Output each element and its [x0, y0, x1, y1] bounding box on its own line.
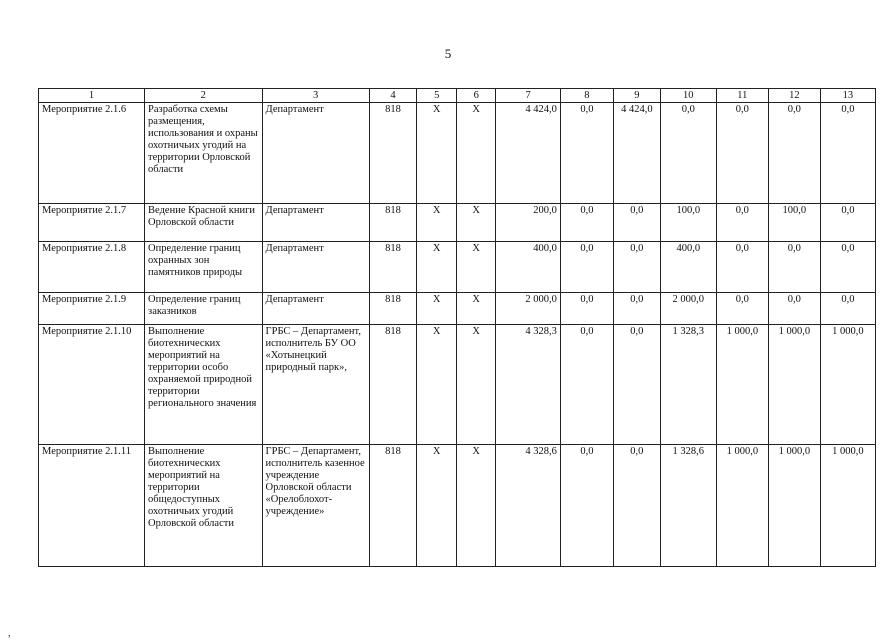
- row-col13-cell: 1 000,0: [820, 325, 875, 445]
- row-name-cell: Мероприятие 2.1.7: [39, 204, 145, 242]
- row-name-cell: Мероприятие 2.1.11: [39, 445, 145, 567]
- row-description-cell: Определение границ заказников: [145, 293, 262, 325]
- row-description-cell: Выполнение биотехнических мероприятий на территории особо охраняемой природной территории регионального значения: [145, 325, 262, 445]
- row-description-cell: Определение границ охранных зон памятников природы: [145, 242, 262, 293]
- row-col10-cell: 100,0: [660, 204, 716, 242]
- header-cell: 12: [768, 89, 820, 103]
- row-col13-cell: 1 000,0: [820, 445, 875, 567]
- row-col12-cell: 0,0: [768, 293, 820, 325]
- row-col13-cell: 0,0: [820, 242, 875, 293]
- row-col6-cell: X: [456, 103, 496, 204]
- row-description-cell: Ведение Красной книги Орловской области: [145, 204, 262, 242]
- row-executor-cell: Департамент: [262, 242, 369, 293]
- header-cell: 4: [369, 89, 417, 103]
- footer-mark: ,: [8, 628, 11, 639]
- row-col10-cell: 400,0: [660, 242, 716, 293]
- header-cell: 1: [39, 89, 145, 103]
- table-row: [39, 242, 876, 293]
- header-cell: 5: [417, 89, 457, 103]
- row-col10-cell: 1 328,6: [660, 445, 716, 567]
- row-col12-cell: 0,0: [768, 103, 820, 204]
- row-col6-cell: X: [456, 293, 496, 325]
- row-col6-cell: X: [456, 242, 496, 293]
- row-col9-cell: 0,0: [613, 445, 660, 567]
- row-col5-cell: X: [417, 293, 457, 325]
- table-row: [39, 103, 876, 204]
- row-col12-cell: 0,0: [768, 242, 820, 293]
- row-col5-cell: X: [417, 242, 457, 293]
- header-cell: 8: [560, 89, 613, 103]
- header-cell: 2: [145, 89, 262, 103]
- row-code-cell: 818: [369, 103, 417, 204]
- row-description-cell: Разработка схемы размещения, использования и охраны охотничьих угодий на территории Орловской области: [145, 103, 262, 204]
- row-col5-cell: X: [417, 445, 457, 567]
- row-executor-cell: Департамент: [262, 103, 369, 204]
- row-col11-cell: 1 000,0: [716, 445, 768, 567]
- row-col11-cell: 0,0: [716, 293, 768, 325]
- row-col12-cell: 100,0: [768, 204, 820, 242]
- row-executor-cell: ГРБС – Департамент, исполнитель БУ ОО «Хотынецкий природный парк»,: [262, 325, 369, 445]
- row-col13-cell: 0,0: [820, 103, 875, 204]
- row-name-cell: Мероприятие 2.1.9: [39, 293, 145, 325]
- row-name-cell: Мероприятие 2.1.8: [39, 242, 145, 293]
- row-code-cell: 818: [369, 445, 417, 567]
- row-col8-cell: 0,0: [560, 242, 613, 293]
- table-row: [39, 204, 876, 242]
- program-measures-table: [38, 88, 876, 567]
- row-col10-cell: 0,0: [660, 103, 716, 204]
- row-executor-cell: Департамент: [262, 293, 369, 325]
- row-code-cell: 818: [369, 242, 417, 293]
- row-name-cell: Мероприятие 2.1.10: [39, 325, 145, 445]
- table-row: [39, 445, 876, 567]
- table-header-row: [39, 89, 876, 103]
- header-cell: 7: [496, 89, 560, 103]
- row-code-cell: 818: [369, 325, 417, 445]
- row-executor-cell: ГРБС – Департамент, исполнитель казенное учреждение Орловской области «Орелоблохот-учреждение»: [262, 445, 369, 567]
- row-col5-cell: X: [417, 103, 457, 204]
- table-row: [39, 293, 876, 325]
- row-total-cell: 4 424,0: [496, 103, 560, 204]
- row-name-cell: Мероприятие 2.1.6: [39, 103, 145, 204]
- row-total-cell: 400,0: [496, 242, 560, 293]
- row-code-cell: 818: [369, 204, 417, 242]
- row-col6-cell: X: [456, 204, 496, 242]
- row-col9-cell: 0,0: [613, 204, 660, 242]
- row-col11-cell: 0,0: [716, 103, 768, 204]
- row-col6-cell: X: [456, 445, 496, 567]
- page-number: 5: [444, 46, 452, 61]
- table-body: [39, 89, 876, 567]
- row-col12-cell: 1 000,0: [768, 445, 820, 567]
- row-col9-cell: 0,0: [613, 325, 660, 445]
- row-col11-cell: 1 000,0: [716, 325, 768, 445]
- row-total-cell: 2 000,0: [496, 293, 560, 325]
- row-total-cell: 200,0: [496, 204, 560, 242]
- row-col13-cell: 0,0: [820, 204, 875, 242]
- header-cell: 9: [613, 89, 660, 103]
- row-executor-cell: Департамент: [262, 204, 369, 242]
- table-row: [39, 325, 876, 445]
- row-col8-cell: 0,0: [560, 204, 613, 242]
- header-cell: 13: [820, 89, 875, 103]
- row-col9-cell: 0,0: [613, 293, 660, 325]
- header-cell: 11: [716, 89, 768, 103]
- row-col9-cell: 4 424,0: [613, 103, 660, 204]
- row-col12-cell: 1 000,0: [768, 325, 820, 445]
- row-col8-cell: 0,0: [560, 103, 613, 204]
- row-col13-cell: 0,0: [820, 293, 875, 325]
- row-col8-cell: 0,0: [560, 325, 613, 445]
- row-total-cell: 4 328,3: [496, 325, 560, 445]
- row-col10-cell: 2 000,0: [660, 293, 716, 325]
- row-description-cell: Выполнение биотехнических мероприятий на территории общедоступных охотничьих угодий Орловской области: [145, 445, 262, 567]
- row-col8-cell: 0,0: [560, 445, 613, 567]
- row-col10-cell: 1 328,3: [660, 325, 716, 445]
- header-cell: 3: [262, 89, 369, 103]
- row-total-cell: 4 328,6: [496, 445, 560, 567]
- header-cell: 10: [660, 89, 716, 103]
- row-col6-cell: X: [456, 325, 496, 445]
- row-col11-cell: 0,0: [716, 242, 768, 293]
- row-col8-cell: 0,0: [560, 293, 613, 325]
- header-cell: 6: [456, 89, 496, 103]
- row-col5-cell: X: [417, 204, 457, 242]
- row-code-cell: 818: [369, 293, 417, 325]
- row-col5-cell: X: [417, 325, 457, 445]
- row-col11-cell: 0,0: [716, 204, 768, 242]
- row-col9-cell: 0,0: [613, 242, 660, 293]
